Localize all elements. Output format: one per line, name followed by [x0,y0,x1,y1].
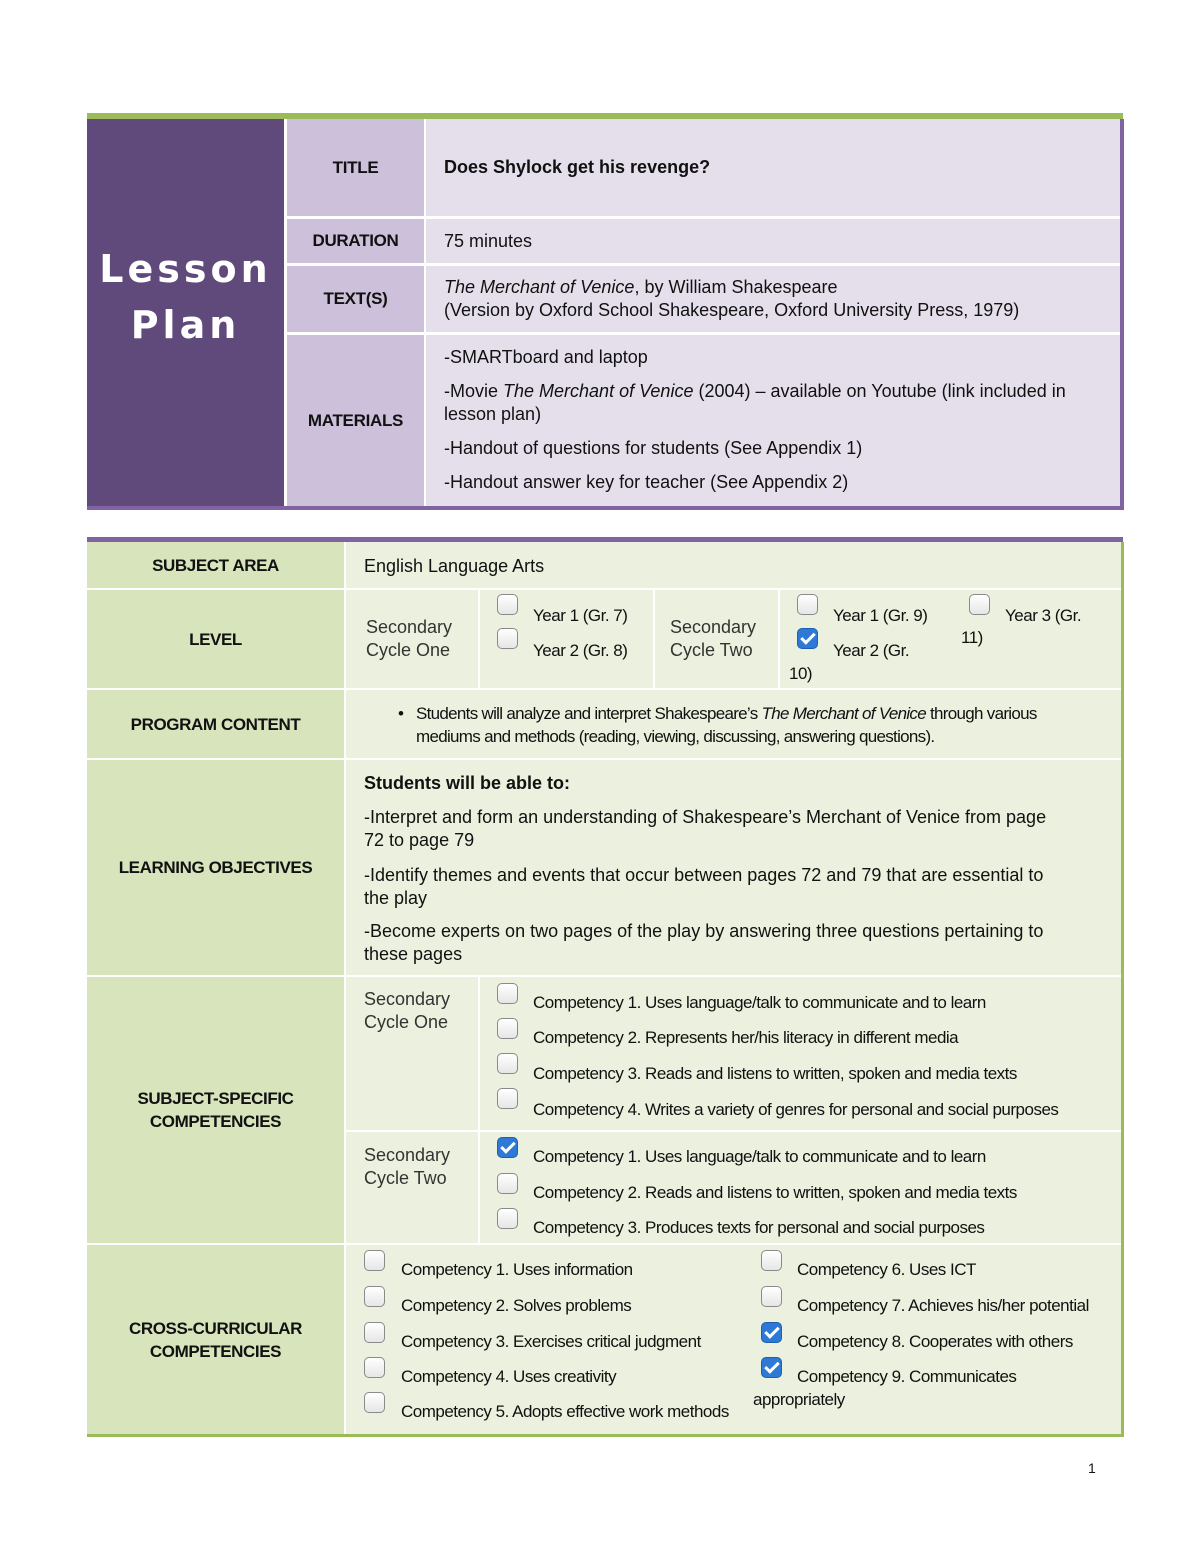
cc-competency-2-checkbox[interactable] [364,1286,385,1307]
year2-gr8-label: Year 2 (Gr. 8) [533,641,628,660]
material-item: -Movie The Merchant of Venice (2004) – available on Youtube (link included in lesson plan) [444,381,1066,424]
lesson-title-text: Does Shylock get his revenge? [444,157,711,177]
level-cycle-two-line1: Secondary [670,617,757,637]
competency-cycle-one-line1: Secondary [364,989,451,1009]
year3-gr11-label-wrap: 11) [961,628,983,647]
year1-gr7-label: Year 1 (Gr. 7) [533,606,628,625]
divider [478,977,480,1243]
divider [778,590,780,688]
cc-competency-1-label: Competency 1. Uses information [401,1260,633,1279]
objective-3-line1: -Become experts on two pages of the play by answering three questions pertaining to [364,921,1044,941]
year2-gr10-label: Year 2 (Gr. [833,641,910,660]
subject-area-value: English Language Arts [364,556,545,576]
c2-competency-1-checkbox[interactable] [497,1137,518,1158]
cc-competency-7-checkbox[interactable] [761,1286,782,1307]
level-cycle-two-line2: Cycle Two [670,640,753,660]
c1-competency-3-checkbox[interactable] [497,1053,518,1074]
cross-curricular-label-line1: CROSS-CURRICULAR [128,1319,303,1338]
materials-list [426,335,1120,506]
program-content-bullet: • [398,704,404,723]
brand-line-1: Lesson [99,247,272,291]
competency-cycle-one-line2: Cycle One [364,1012,449,1032]
competency-cycle-two-line1: Secondary [364,1145,451,1165]
brand-line-2: Plan [130,303,241,347]
cc-competency-3-label: Competency 3. Exercises critical judgment [401,1332,701,1351]
c1-competency-1-checkbox[interactable] [497,983,518,1004]
objective-1-line1: -Interpret and form an understanding of Shakespeare’s Merchant of Venice from page [364,807,1047,827]
duration-text: 75 minutes [444,230,533,251]
cc-competency-9-checkbox[interactable] [761,1357,782,1378]
cc-competency-8-checkbox[interactable] [761,1322,782,1343]
subject-area-label: SUBJECT AREA [87,542,344,588]
material-item: -Handout answer key for teacher (See Appendix 2) [444,472,849,492]
year2-gr10-checkbox[interactable] [797,628,818,649]
subject-competencies-label-line1: SUBJECT-SPECIFIC [137,1089,294,1108]
cc-competency-5-checkbox[interactable] [364,1392,385,1413]
subject-competencies-cell [346,977,1121,1243]
subject-area-cell [346,542,1121,588]
cc-competency-4-label: Competency 4. Uses creativity [401,1367,617,1386]
c1-competency-1-label: Competency 1. Uses language/talk to communicate and to learn [533,993,986,1012]
cc-competency-7-label: Competency 7. Achieves his/her potential [797,1296,1089,1315]
year1-gr9-label: Year 1 (Gr. 9) [833,606,928,625]
materials-label: MATERIALS [287,335,424,506]
year2-gr8-checkbox[interactable] [497,628,518,649]
texts-line-1 [444,276,1120,299]
c2-competency-2-checkbox[interactable] [497,1173,518,1194]
year2-gr10-label-wrap: 10) [789,664,813,683]
program-content-cell [346,690,1121,758]
divider [346,1130,1121,1132]
subject-competencies-label [87,977,344,1243]
c2-competency-3-label: Competency 3. Produces texts for personal and social purposes [533,1218,985,1237]
lesson-title [426,119,1120,216]
objective-3-line2: these pages [364,944,463,964]
cc-competency-5-label: Competency 5. Adopts effective work methods [401,1402,729,1421]
title-label: TITLE [287,119,424,216]
cc-competency-9-label: Competency 9. Communicates [797,1367,1017,1386]
cross-curricular-label [87,1245,344,1435]
level-cycle-one-line2: Cycle One [366,640,451,660]
year1-gr9-checkbox[interactable] [797,594,818,615]
cross-curricular-cell [346,1245,1121,1434]
lesson-plan-banner [87,119,284,509]
program-content-line2: mediums and methods (reading, viewing, discussing, answering questions). [416,727,935,746]
cc-competency-9-label-wrap: appropriately [753,1390,845,1409]
level-cell [346,590,1121,688]
c1-competency-4-checkbox[interactable] [497,1088,518,1109]
duration-value [426,219,1120,263]
body-right-border [1121,542,1124,1437]
texts-value [426,266,1120,332]
level-label: LEVEL [87,590,344,688]
year1-gr7-checkbox[interactable] [497,594,518,615]
level-cycle-one-line1: Secondary [366,617,453,637]
cc-competency-2-label: Competency 2. Solves problems [401,1296,632,1315]
program-content-line1: Students will analyze and interpret Shakespeare’s The Merchant of Venice through various [416,704,1037,723]
competency-cycle-two-line2: Cycle Two [364,1168,447,1188]
year3-gr11-label: Year 3 (Gr. [1005,606,1082,625]
material-item: -SMARTboard and laptop [444,347,648,367]
c1-competency-3-label: Competency 3. Reads and listens to written, spoken and media texts [533,1064,1017,1083]
objective-2-line1: -Identify themes and events that occur between pages 72 and 79 that are essential to [364,865,1044,885]
cc-competency-4-checkbox[interactable] [364,1357,385,1378]
c2-competency-1-label: Competency 1. Uses language/talk to communicate and to learn [533,1147,986,1166]
c2-competency-2-label: Competency 2. Reads and listens to written, spoken and media texts [533,1183,1017,1202]
cc-competency-6-label: Competency 6. Uses ICT [797,1260,976,1279]
objective-1-line2: 72 to page 79 [364,830,475,850]
cc-competency-8-label: Competency 8. Cooperates with others [797,1332,1073,1351]
texts-title-italic: The Merchant of Venice [444,277,635,297]
cross-curricular-label-line2: COMPETENCIES [149,1342,282,1361]
objectives-heading: Students will be able to: [364,773,571,793]
c1-competency-4-label: Competency 4. Writes a variety of genres for personal and social purposes [533,1100,1059,1119]
cc-competency-1-checkbox[interactable] [364,1250,385,1271]
texts-label: TEXT(S) [287,266,424,332]
header-right-border [1120,119,1124,509]
material-item: -Handout of questions for students (See Appendix 1) [444,438,863,458]
duration-label: DURATION [287,219,424,263]
cc-competency-6-checkbox[interactable] [761,1250,782,1271]
texts-author: , by William Shakespeare [634,277,838,297]
year3-gr11-checkbox[interactable] [969,594,990,615]
texts-line-2: (Version by Oxford School Shakespeare, Oxford University Press, 1979) [444,300,1020,320]
objective-2-line2: the play [364,888,428,908]
program-content-label: PROGRAM CONTENT [87,690,344,758]
page-number: 1 [1088,1460,1096,1476]
c1-competency-2-checkbox[interactable] [497,1018,518,1039]
divider [478,590,480,688]
learning-objectives-cell [346,760,1121,975]
subject-competencies-label-line2: COMPETENCIES [149,1112,282,1131]
learning-objectives-label: LEARNING OBJECTIVES [87,760,344,975]
c2-competency-3-checkbox[interactable] [497,1208,518,1229]
cc-competency-3-checkbox[interactable] [364,1322,385,1343]
divider [653,590,655,688]
header-bottom-border [87,506,1124,510]
body-bottom-border [87,1434,1124,1437]
c1-competency-2-label: Competency 2. Represents her/his literacy in different media [533,1028,959,1047]
